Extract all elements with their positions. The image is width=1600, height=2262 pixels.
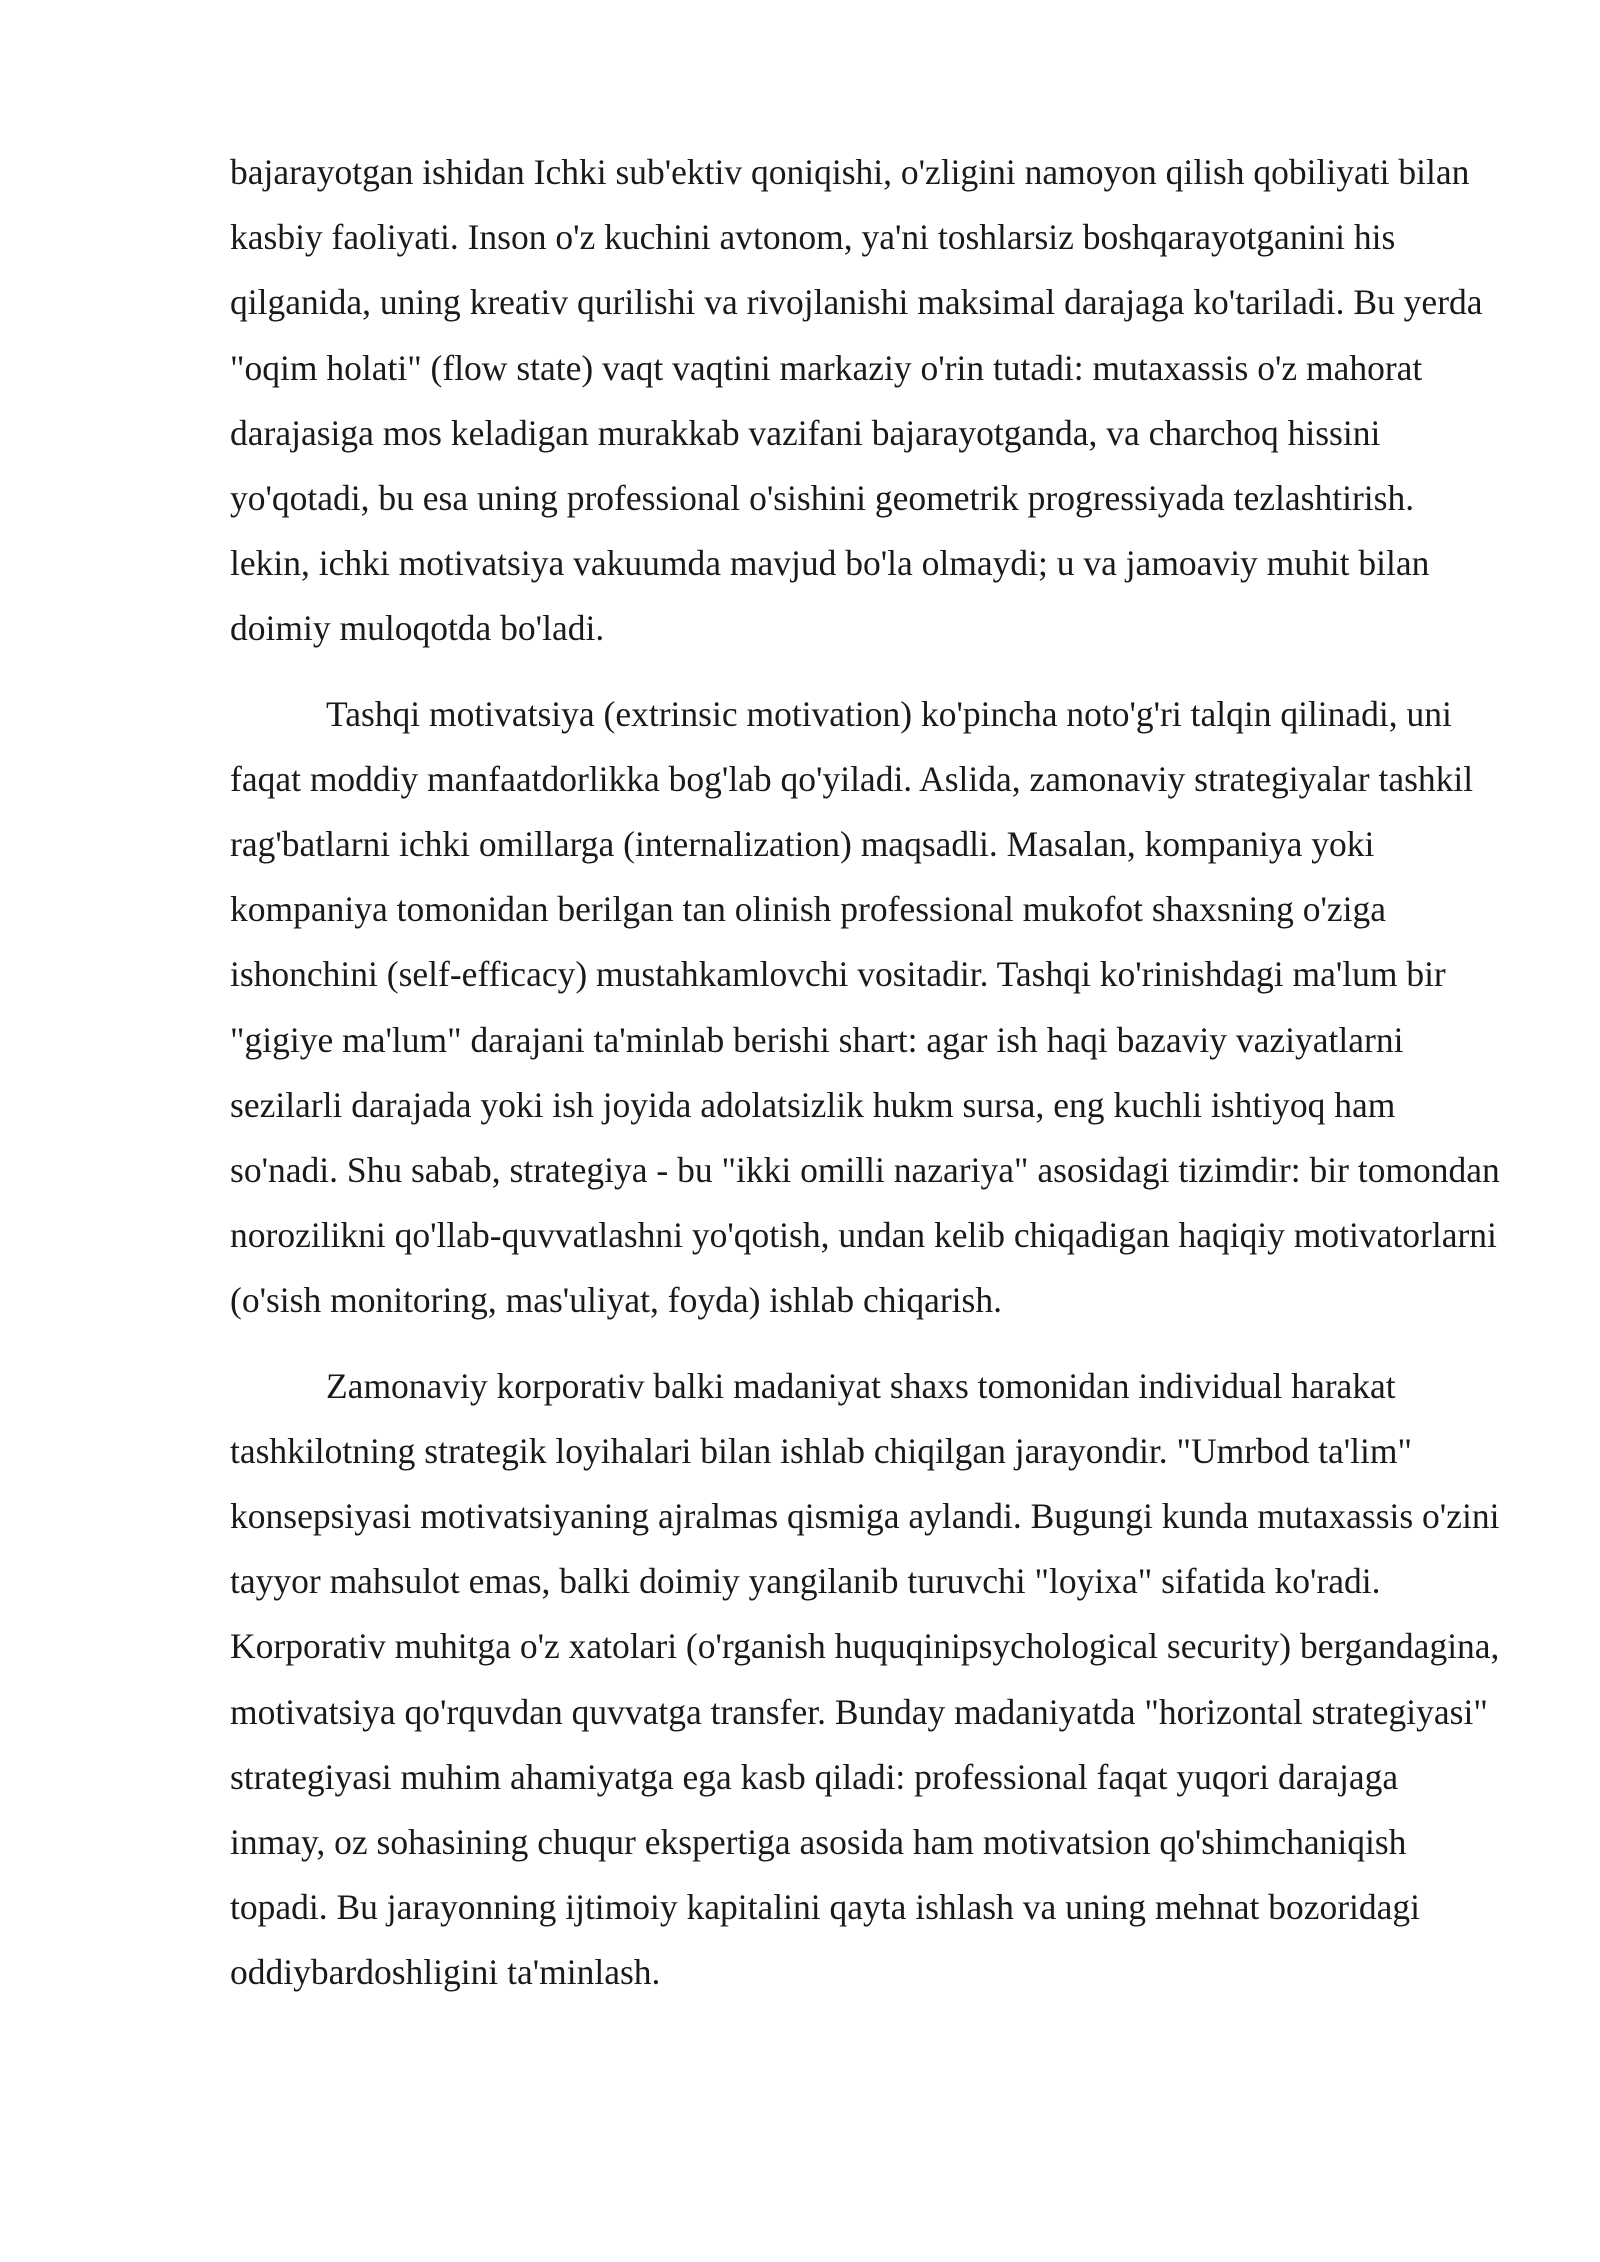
paragraph-2: Tashqi motivatsiya (extrinsic motivation) ko'pincha noto'g'ri talqin qilinadi, uni faqat moddiy manfaatdorlikka bog'lab qo'yiladi. Aslida, zamonaviy strategiyalar tashkil rag'batlarni ichki omillarga (internalization) maqsadli. Masalan, kompaniya yoki kompaniya tomonidan berilgan tan olinish professional mukofot shaxsning o'ziga ishonchini (self-efficacy) mustahkamlovchi vositadir. Tashqi ko'rinishdagi ma'lum bir "gigiye ma'lum" darajani ta'minlab berishi shart: agar ish haqi bazaviy vaziyatlarni sezilarli darajada yoki ish joyida adolatsizlik hukm sursa, eng kuchli ishtiyoq ham so'nadi. Shu sabab, strategiya - bu "ikki omilli nazariya" asosidagi tizimdir: bir tomondan norozilikni qo'llab-quvvatlashni yo'qotish, undan kelib chiqadigan haqiqiy motivatorlarni (o'sish monitoring, mas'uliyat, foyda) ishlab chiqarish. xyxy=(230,693,1500,1321)
document-body xyxy=(230,140,1500,2026)
paragraph-1: bajarayotgan ishidan Ichki sub'ektiv qoniqishi, o'zligini namoyon qilish qobiliyati bilan kasbiy faoliyati. Inson o'z kuchini avtonom, ya'ni toshlarsiz boshqarayotganini his qilganida, uning kreativ qurilishi va rivojlanishi maksimal darajaga ko'tariladi. Bu yerda "oqim holati" (flow state) vaqt vaqtini markaziy o'rin tutadi: mutaxassis o'z mahorat darajasiga mos keladigan murakkab vazifani bajarayotganda, va charchoq hissini yo'qotadi, bu esa uning professional o'sishini geometrik progressiyada tezlashtirish. lekin, ichki motivatsiya vakuumda mavjud bo'la olmaydi; u va jamoaviy muhit bilan doimiy muloqotda bo'ladi. xyxy=(230,152,1483,649)
paragraph-3: Zamonaviy korporativ balki madaniyat shaxs tomonidan individual harakat tashkilotning strategik loyihalari bilan ishlab chiqilgan jarayondir. "Umrbod ta'lim" konsepsiyasi motivatsiyaning ajralmas qismiga aylandi. Bugungi kunda mutaxassis o'zini tayyor mahsulot emas, balki doimiy yangilanib turuvchi "loyixa" sifatida ko'radi. Korporativ muhitga o'z xatolari (o'rganish huquqinipsychological security) bergandagina, motivatsiya qo'rquvdan quvvatga transfer. Bunday madaniyatda "horizontal strategiyasi" strategiyasi muhim ahamiyatga ega kasb qiladi: professional faqat yuqori darajaga inmay, oz sohasining chuqur ekspertiga asosida ham motivatsion qo'shimchaniqish topadi. Bu jarayonning ijtimoiy kapitalini qayta ishlash va uning mehnat bozoridagi oddiybardoshligini ta'minlash. xyxy=(230,1365,1500,1993)
